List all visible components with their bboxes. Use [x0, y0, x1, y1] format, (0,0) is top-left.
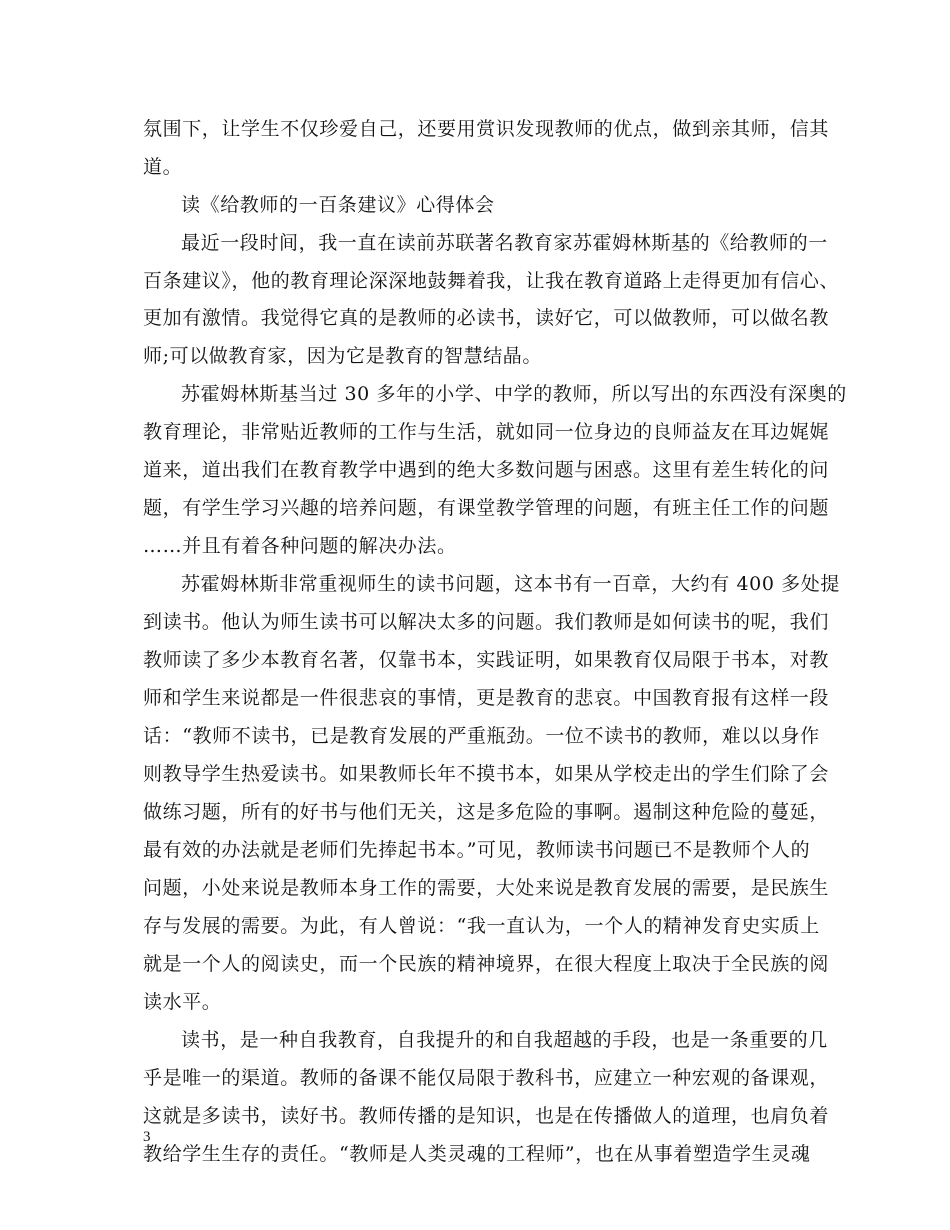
text-line: 苏霍姆林斯基当过 30 多年的小学、中学的教师，所以写出的东西没有深奥的: [181, 383, 847, 405]
section-heading: 读《给教师的一百条建议》心得体会: [181, 194, 495, 216]
text-line: 问题，小处来说是教师本身工作的需要，大处来说是教育发展的需要，是民族生: [143, 877, 830, 899]
text-line: 最有效的办法就是老师们先捧起书本。”可见，教师读书问题已不是教师个人的: [143, 839, 811, 861]
text-line: 读水平。: [143, 991, 222, 1013]
text-line: 师和学生来说都是一件很悲哀的事情，更是教育的悲哀。中国教育报有这样一段: [143, 687, 830, 709]
text-line: 教师读了多少本教育名著，仅靠书本，实践证明，如果教育仅局限于书本，对教: [143, 649, 830, 671]
text-line: 就是一个人的阅读史，而一个民族的精神境界，在很大程度上取决于全民族的阅: [143, 953, 830, 975]
text-line: 氛围下，让学生不仅珍爱自己，还要用赏识发现教师的优点，做到亲其师，信其: [143, 118, 830, 140]
text-line: 道。: [143, 156, 183, 178]
text-line: 存与发展的需要。为此，有人曾说：“我一直认为，一个人的精神发育史实质上: [143, 915, 820, 937]
text-line: 苏霍姆林斯非常重视师生的读书问题，这本书有一百章，大约有 400 多处提: [181, 573, 840, 595]
page-number: 3: [143, 1129, 151, 1145]
text-line: 更加有激情。我觉得它真的是教师的必读书，读好它，可以做教师，可以做名教: [143, 307, 830, 329]
text-line: 乎是唯一的渠道。教师的备课不能仅局限于教科书，应建立一种宏观的备课观，: [143, 1067, 830, 1089]
text-line: 百条建议》，他的教育理论深深地鼓舞着我，让我在教育道路上走得更加有信心、: [143, 270, 840, 292]
text-line: 教育理论，非常贴近教师的工作与生活，就如同一位身边的良师益友在耳边娓娓: [143, 421, 830, 443]
text-line: 到读书。他认为师生读书可以解决太多的问题。我们教师是如何读书的呢，我们: [143, 611, 830, 633]
text-line: 这就是多读书，读好书。教师传播的是知识，也是在传播做人的道理，也肩负着: [143, 1105, 830, 1127]
text-line: 题，有学生学习兴趣的培养问题，有课堂教学管理的问题，有班主任工作的问题: [143, 497, 830, 519]
text-line: 则教导学生热爱读书。如果教师长年不摸书本，如果从学校走出的学生们除了会: [143, 763, 830, 785]
text-line: 师;可以做教育家，因为它是教育的智慧结晶。: [143, 345, 543, 367]
text-line: 教给学生生存的责任。“教师是人类灵魂的工程师”，也在从事着塑造学生灵魂: [143, 1143, 811, 1165]
text-line: 道来，道出我们在教育教学中遇到的绝大多数问题与困惑。这里有差生转化的问: [143, 459, 830, 481]
text-line: 读书，是一种自我教育，自我提升的和自我超越的手段，也是一条重要的几: [181, 1029, 828, 1051]
text-line: 话：“教师不读书，已是教育发展的严重瓶劲。一位不读书的教师，难以以身作: [143, 725, 820, 747]
text-line: ……并且有着各种问题的解决办法。: [143, 535, 457, 557]
text-line: 做练习题，所有的好书与他们无关，这是多危险的事啊。遏制这种危险的蔓延，: [143, 801, 830, 823]
text-line: 最近一段时间，我一直在读前苏联著名教育家苏霍姆林斯基的《给教师的一: [181, 232, 828, 254]
